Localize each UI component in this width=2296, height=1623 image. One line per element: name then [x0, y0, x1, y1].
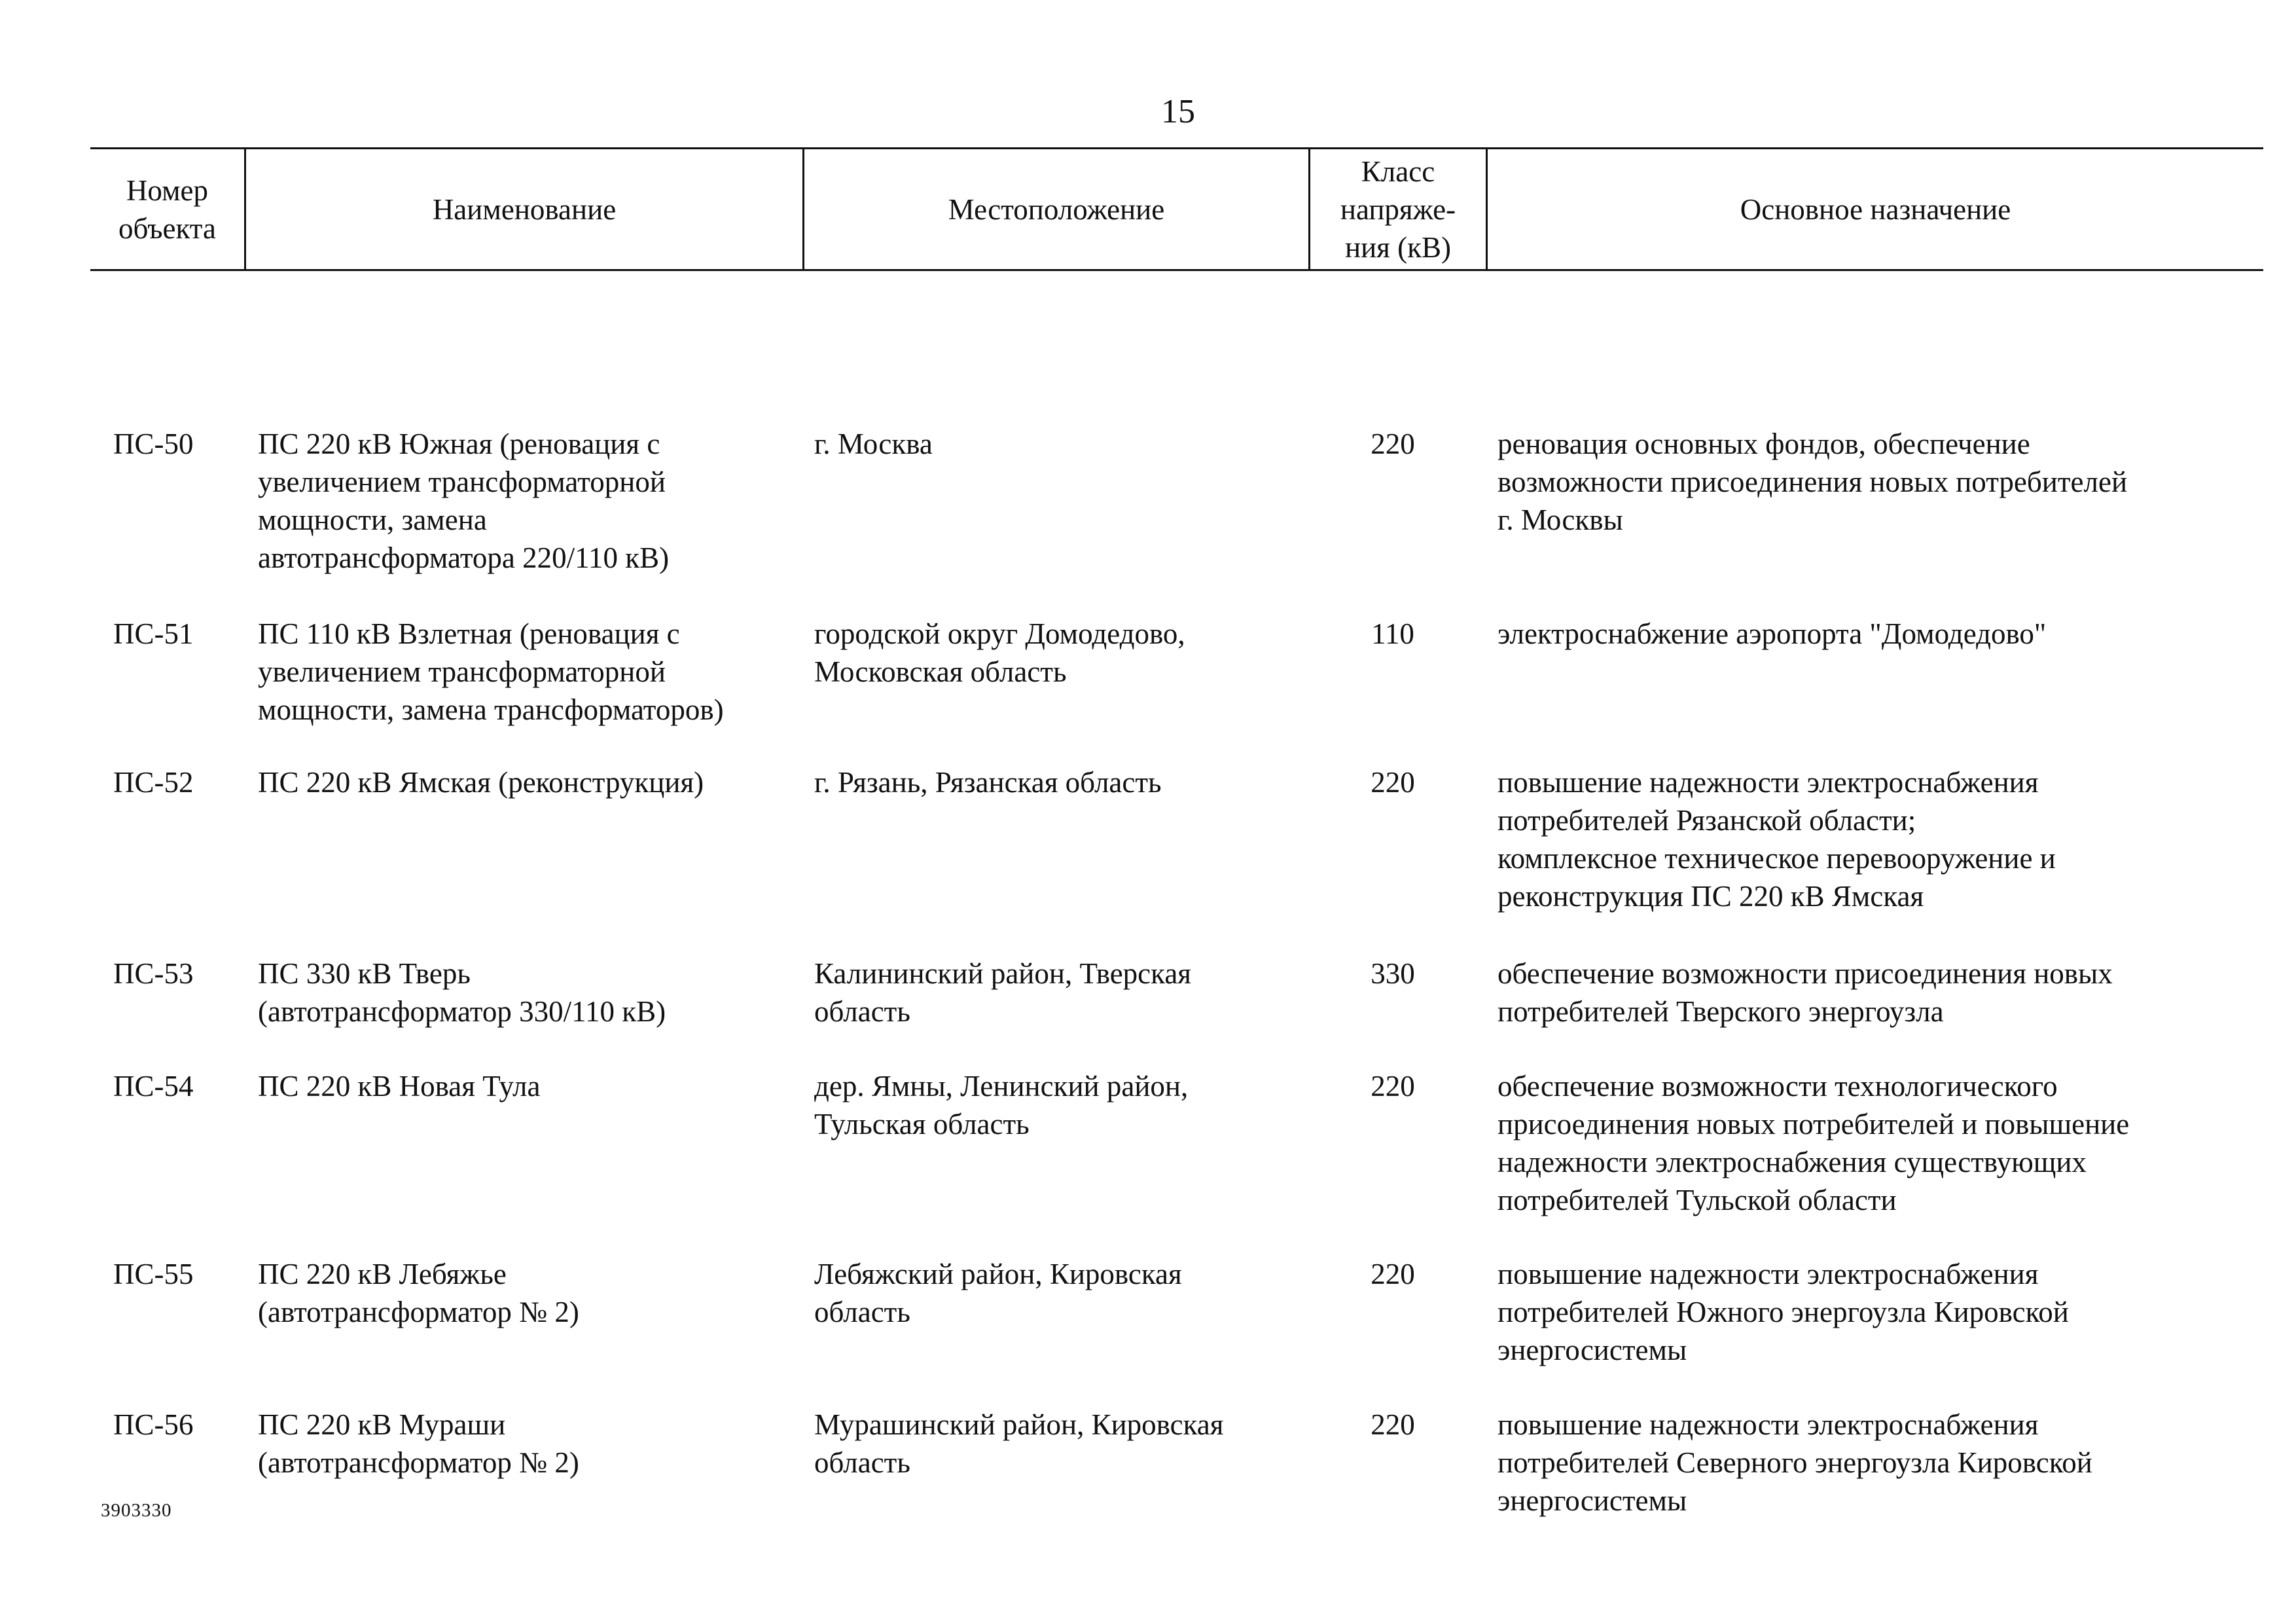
- object-voltage: 220: [1371, 766, 1415, 799]
- object-location: Лебяжский район, Кировская область: [814, 1258, 1182, 1328]
- object-voltage: 330: [1371, 957, 1415, 990]
- header-purpose: Основное назначение: [1740, 192, 2011, 226]
- object-purpose: электроснабжение аэропорта "Домодедово": [1498, 617, 2047, 650]
- object-number: ПС-51: [113, 617, 194, 650]
- object-name: ПС 220 кВ Мураши (автотрансформатор № 2): [258, 1408, 579, 1479]
- header-location: Местоположение: [948, 192, 1165, 226]
- object-name: ПС 220 кВ Лебяжье (автотрансформатор № 2): [258, 1258, 579, 1328]
- object-purpose: повышение надежности электроснабжения потребителей Рязанской области; комплексное техническое перевооружение и реконструкция ПС 220 кВ Ямская: [1498, 766, 2056, 913]
- object-voltage: 220: [1371, 1408, 1415, 1441]
- object-number: ПС-54: [113, 1070, 194, 1103]
- object-number: ПС-55: [113, 1258, 194, 1290]
- object-name: ПС 330 кВ Тверь (автотрансформатор 330/110 кВ): [258, 957, 666, 1028]
- object-voltage: 220: [1371, 1070, 1415, 1103]
- object-purpose: повышение надежности электроснабжения потребителей Северного энергоузла Кировской энергосистемы: [1498, 1408, 2092, 1517]
- page-number: 15: [1161, 93, 1195, 130]
- table-header: [90, 147, 2263, 271]
- object-location: городской округ Домодедово, Московская область: [814, 617, 1185, 688]
- object-number: ПС-53: [113, 957, 194, 990]
- object-purpose: обеспечение возможности присоединения новых потребителей Тверского энергоузла: [1498, 957, 2113, 1028]
- header-name: Наименование: [432, 192, 617, 226]
- object-voltage: 110: [1371, 617, 1414, 650]
- object-location: г. Рязань, Рязанская область: [814, 766, 1162, 799]
- object-number: ПС-56: [113, 1408, 194, 1441]
- header-voltage-class: Класс напряже- ния (кВ): [1340, 155, 1456, 264]
- object-location: Калининский район, Тверская область: [814, 957, 1191, 1028]
- object-location: дер. Ямны, Ленинский район, Тульская область: [814, 1070, 1189, 1140]
- object-location: Мурашинский район, Кировская область: [814, 1408, 1224, 1479]
- object-name: ПС 220 кВ Южная (реновация с увеличением трансформаторной мощности, замена автотрансформатора 220/110 кВ): [258, 428, 670, 574]
- object-location: г. Москва: [814, 428, 933, 460]
- object-purpose: повышение надежности электроснабжения потребителей Южного энергоузла Кировской энергосистемы: [1498, 1258, 2069, 1366]
- object-voltage: 220: [1371, 1258, 1415, 1290]
- object-name: ПС 220 кВ Ямская (реконструкция): [258, 766, 704, 799]
- object-voltage: 220: [1371, 428, 1415, 460]
- object-purpose: реновация основных фондов, обеспечение возможности присоединения новых потребителей г. Москвы: [1498, 428, 2128, 536]
- object-number: ПС-50: [113, 428, 194, 460]
- object-name: ПС 110 кВ Взлетная (реновация с увеличением трансформаторной мощности, замена трансформаторов): [258, 617, 724, 726]
- header-object-number: Номер объекта: [118, 173, 216, 245]
- document-code: 3903330: [101, 1500, 172, 1521]
- object-purpose: обеспечение возможности технологического присоединения новых потребителей и повышение надежности электроснабжения существующих потребителей Тульской области: [1498, 1070, 2130, 1216]
- object-number: ПС-52: [113, 766, 194, 799]
- object-name: ПС 220 кВ Новая Тула: [258, 1070, 541, 1103]
